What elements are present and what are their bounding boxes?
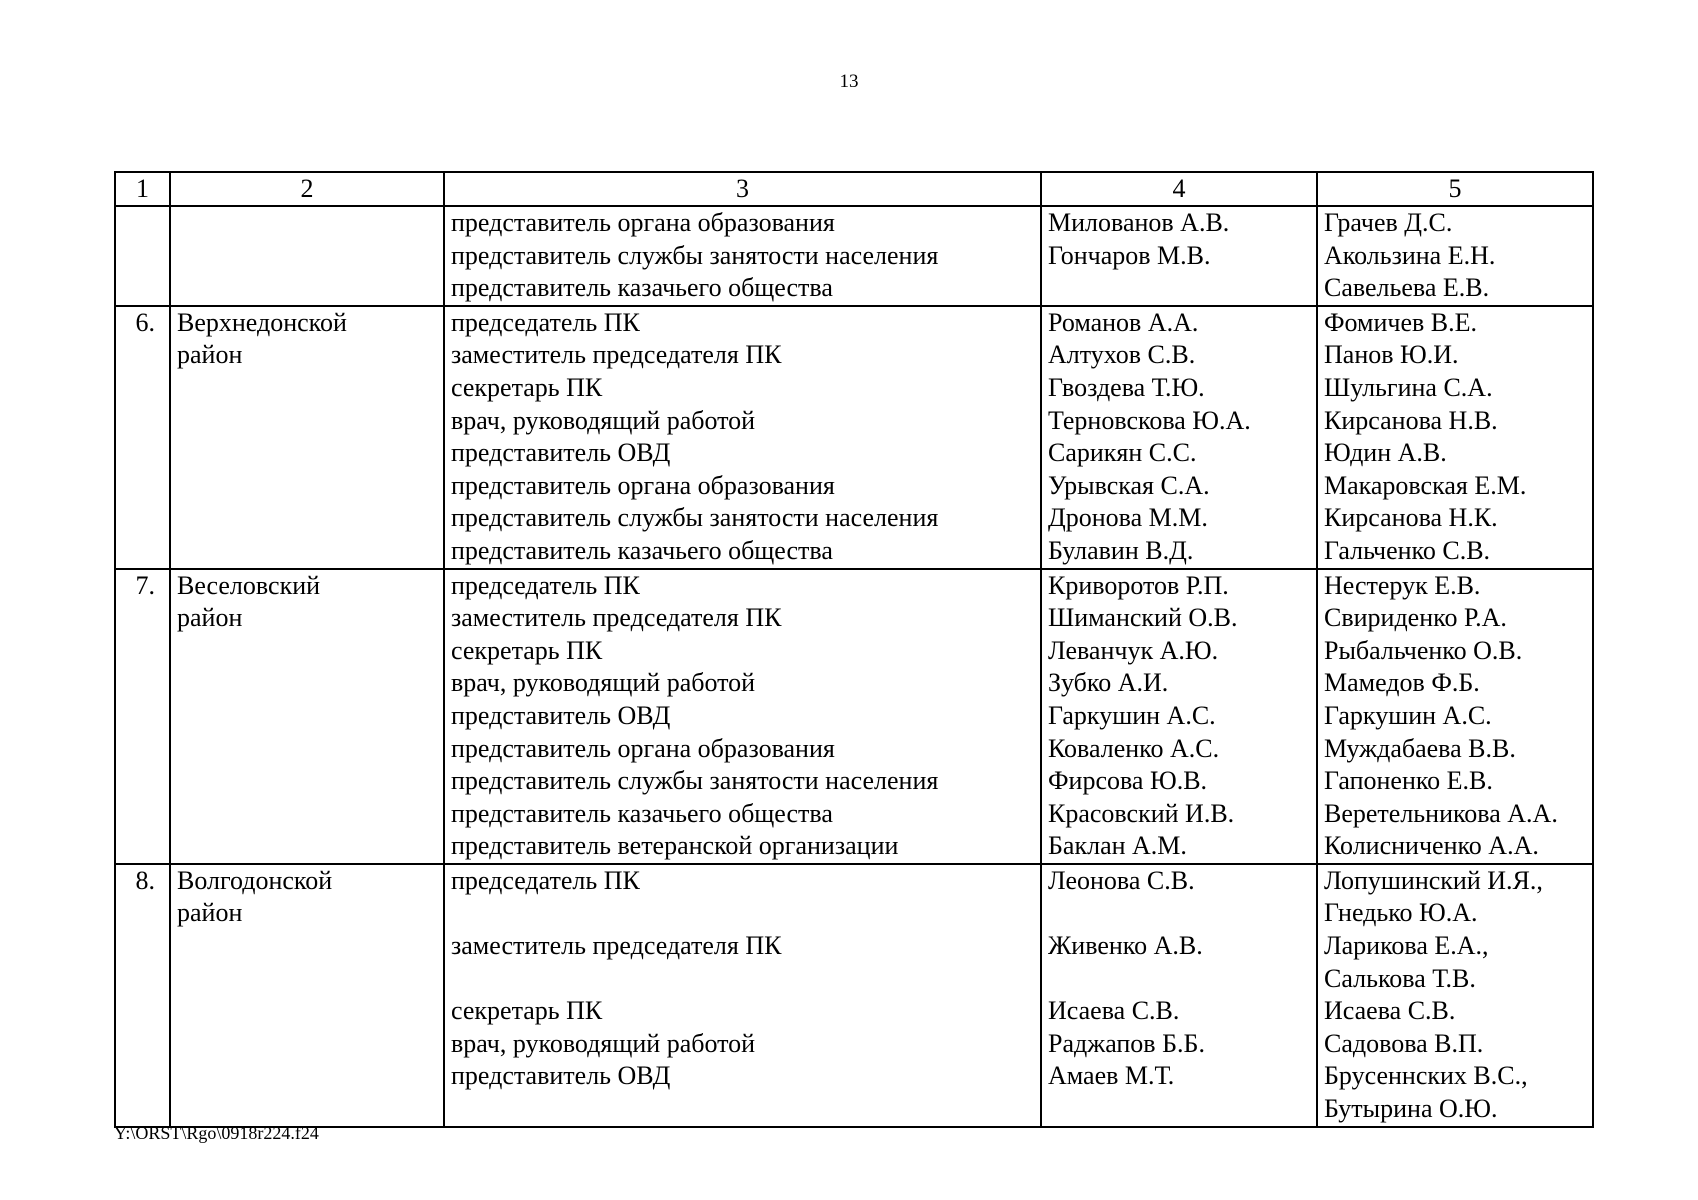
district-name-line: район [177,898,243,928]
reserve-line: Кирсанова Н.В. [1324,405,1498,435]
role-line: представитель ветеранской организации [451,831,899,861]
column-header-4: 4 [1041,172,1317,206]
district-cell [170,864,444,1127]
role-cell [444,864,1041,1127]
reserve-line: Фомичев В.Е. [1324,307,1478,337]
member-line: Урывская С.А. [1048,470,1210,500]
column-header-2: 2 [170,172,444,206]
reserve-line: Ларикова Е.А., [1324,931,1489,961]
role-line: секретарь ПК [451,635,603,665]
member-line: Терновскова Ю.А. [1048,405,1251,435]
member-cell [1041,864,1317,1127]
table-body [115,172,1593,1127]
role-line [451,1093,1040,1126]
reserve-line: Исаева С.В. [1324,996,1456,1026]
table-header-row [115,172,1593,206]
column-header-1: 1 [115,172,170,206]
role-line: председатель ПК [451,570,640,600]
column-header-5: 5 [1317,172,1593,206]
role-line: заместитель председателя ПК [451,931,782,961]
member-line [1048,1093,1316,1126]
district-name-line: район [177,603,243,633]
reserve-line: Шульгина С.А. [1324,372,1493,402]
row-number-cell: 6. [115,306,170,569]
footer-file-path: Y:\ORST\Rgo\0918r224.f24 [114,1123,319,1143]
member-line: Булавин В.Д. [1048,535,1194,565]
member-cell [1041,306,1317,569]
role-line: представитель ОВД [451,438,671,468]
member-line: Милованов А.В. [1048,208,1230,237]
reserve-line: Кирсанова Н.К. [1324,503,1498,533]
role-line: секретарь ПК [451,996,603,1026]
role-line: представитель ОВД [451,1061,671,1091]
reserve-line: Садовова В.П. [1324,1028,1484,1058]
role-line: представитель казачьего общества [451,798,833,828]
member-line: Леванчук А.Ю. [1048,635,1219,665]
role-line: представитель службы занятости населения [451,503,939,533]
reserve-line: Лопушинский И.Я., [1324,865,1543,895]
member-line [1048,963,1316,996]
role-line: заместитель председателя ПК [451,603,782,633]
column-header-3: 3 [444,172,1041,206]
role-line [451,897,1040,930]
member-line: Гаркушин А.С. [1048,700,1216,730]
district-name-line: Верхнедонской [177,307,347,337]
district-cell [170,206,444,306]
role-line: представитель службы занятости населения [451,240,939,270]
reserve-line: Акользина Е.Н. [1324,240,1496,270]
reserve-line: Салькова Т.В. [1324,963,1476,993]
reserve-line: Грачев Д.С. [1324,208,1453,237]
reserve-line: Нестерук Е.В. [1324,570,1481,600]
role-line: представитель службы занятости населения [451,766,939,796]
member-line: Шиманский О.В. [1048,603,1238,633]
reserve-cell [1317,206,1593,306]
reserve-line: Савельева Е.В. [1324,273,1490,303]
role-line: представитель казачьего общества [451,273,833,303]
role-line: представитель органа образования [451,733,835,763]
role-line: представитель ОВД [451,700,671,730]
page-number: 13 [839,71,859,92]
role-line: врач, руководящий работой [451,405,756,435]
member-line: Романов А.А. [1048,307,1199,337]
member-line: Коваленко А.С. [1048,733,1220,763]
reserve-line: Колисниченко А.А. [1324,831,1539,861]
reserve-line: Панов Ю.И. [1324,340,1459,370]
role-line: председатель ПК [451,307,640,337]
district-name-line: район [177,340,243,370]
member-line: Раджапов Б.Б. [1048,1028,1205,1058]
member-line [1048,272,1316,305]
reserve-line: Гапоненко Е.В. [1324,766,1493,796]
role-line: представитель органа образования [451,470,835,500]
role-cell [444,206,1041,306]
reserve-cell [1317,864,1593,1127]
role-line: заместитель председателя ПК [451,340,782,370]
member-line: Красовский И.В. [1048,798,1235,828]
role-line: врач, руководящий работой [451,668,756,698]
reserve-line: Гальченко С.В. [1324,535,1491,565]
reserve-line: Свириденко Р.А. [1324,603,1507,633]
member-line: Алтухов С.В. [1048,340,1196,370]
reserve-line: Бутырина О.Ю. [1324,1094,1498,1124]
reserve-cell [1317,306,1593,569]
district-name-line: Волгодонской [177,865,333,895]
reserve-line: Гаркушин А.С. [1324,700,1492,730]
member-cell [1041,206,1317,306]
role-line: председатель ПК [451,865,640,895]
role-cell [444,569,1041,864]
reserve-cell [1317,569,1593,864]
member-line: Живенко А.В. [1048,931,1203,961]
member-line: Криворотов Р.П. [1048,570,1229,600]
role-line: представитель органа образования [451,208,835,237]
district-name-line: Веселовский [177,570,321,600]
member-line: Баклан А.М. [1048,831,1187,861]
table-row [115,206,1593,306]
member-line: Гончаров М.В. [1048,240,1211,270]
table-row [115,569,1593,864]
reserve-line: Брусеннских В.С., [1324,1061,1528,1091]
row-number-cell [115,206,170,306]
table-row [115,306,1593,569]
reserve-line: Макаровская Е.М. [1324,470,1527,500]
role-line: секретарь ПК [451,372,603,402]
reserve-line: Веретельникова А.А. [1324,798,1558,828]
member-line: Зубко А.И. [1048,668,1169,698]
role-line [451,963,1040,996]
district-cell [170,306,444,569]
district-cell [170,569,444,864]
reserve-line: Юдин А.В. [1324,438,1447,468]
row-number-cell: 7. [115,569,170,864]
table-row [115,864,1593,1127]
member-line: Леонова С.В. [1048,865,1195,895]
role-line: врач, руководящий работой [451,1028,756,1058]
member-line [1048,897,1316,930]
member-line: Дронова М.М. [1048,503,1208,533]
reserve-line: Рыбальченко О.В. [1324,635,1523,665]
member-line: Фирсова Ю.В. [1048,766,1208,796]
reserve-line: Гнедько Ю.А. [1324,898,1478,928]
role-cell [444,306,1041,569]
member-line: Исаева С.В. [1048,996,1180,1026]
member-cell [1041,569,1317,864]
role-line: представитель казачьего общества [451,535,833,565]
member-line: Гвоздева Т.Ю. [1048,372,1205,402]
reserve-line: Мамедов Ф.Б. [1324,668,1480,698]
member-line: Амаев М.Т. [1048,1061,1175,1091]
row-number-cell: 8. [115,864,170,1127]
member-line: Сарикян С.С. [1048,438,1197,468]
reserve-line: Муждабаева В.В. [1324,733,1516,763]
commission-table [114,171,1594,1128]
